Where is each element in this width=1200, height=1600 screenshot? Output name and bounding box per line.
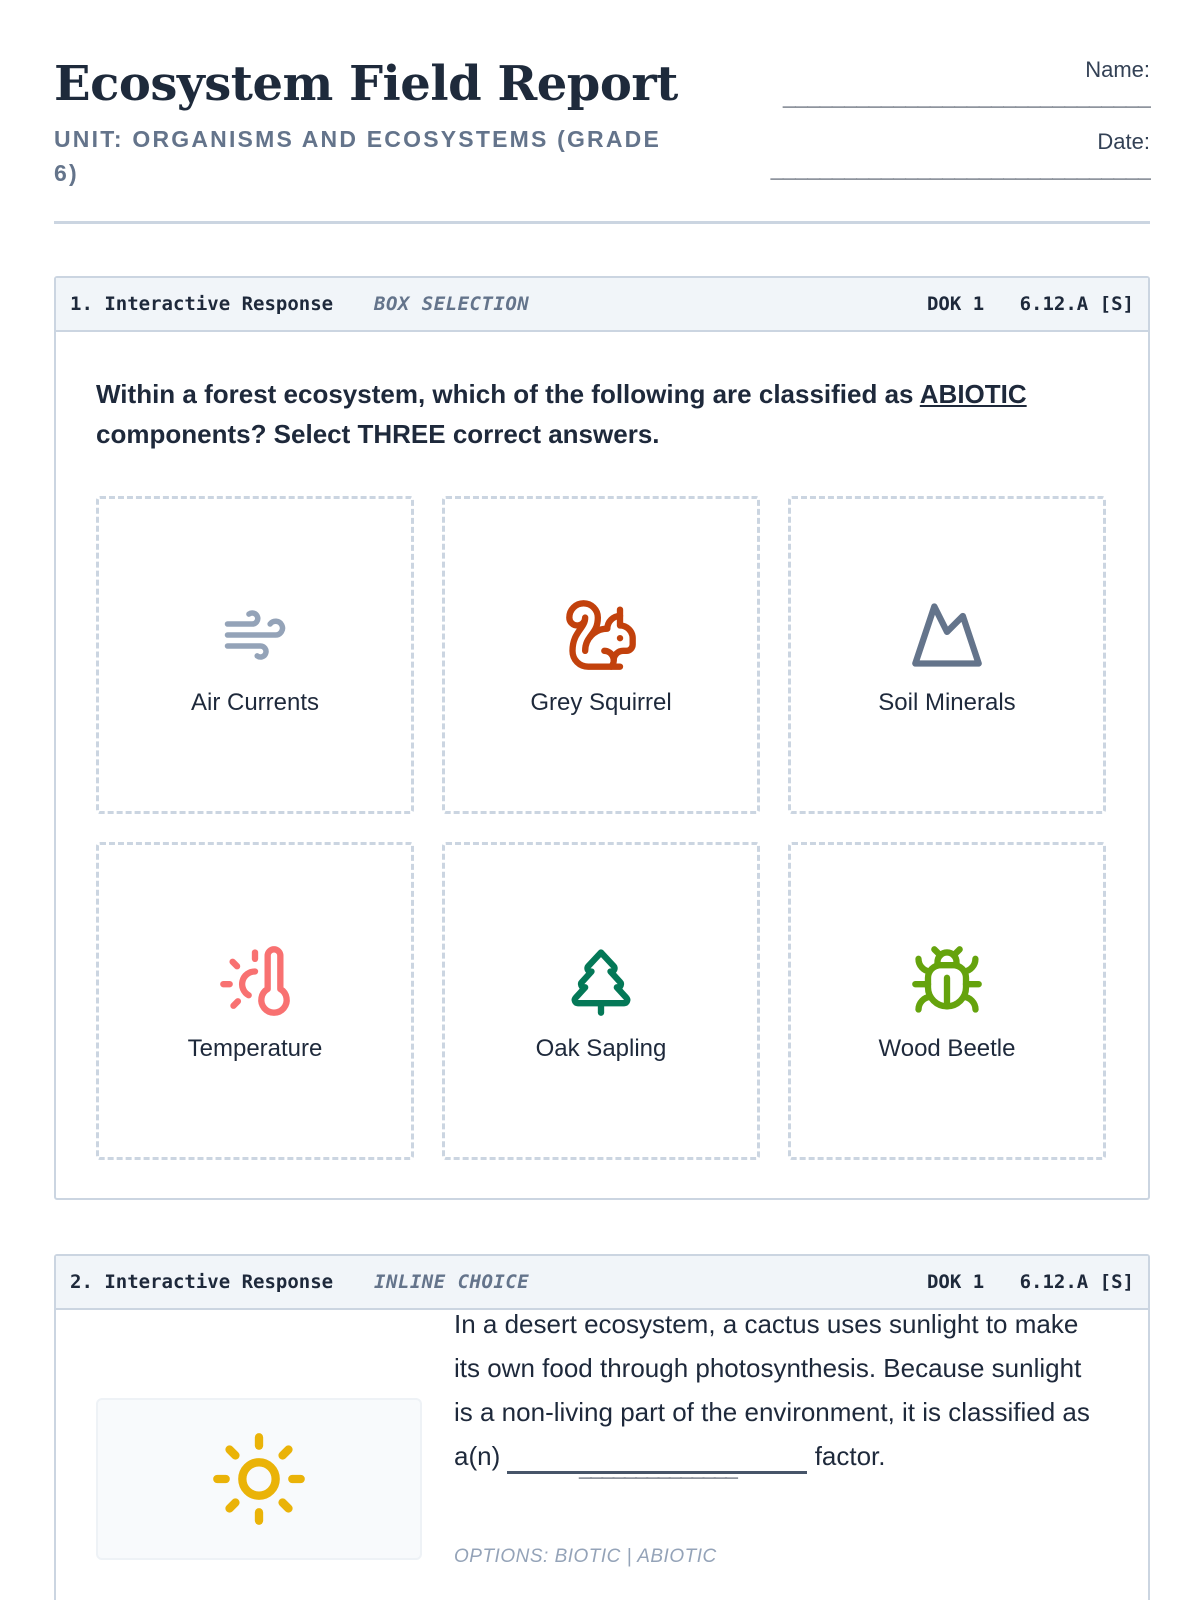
question-meta	[903, 1271, 1134, 1293]
name-line[interactable]: ______________________________	[782, 83, 1150, 108]
option-grey-squirrel[interactable]	[442, 496, 760, 814]
option-air-currents[interactable]	[96, 496, 414, 814]
question-type: BOX SELECTION	[374, 293, 530, 315]
sun-icon	[209, 1429, 309, 1529]
option-label: Grey Squirrel	[530, 689, 672, 716]
unit-subtitle: UNIT: ORGANISMS AND ECOSYSTEMS (GRADE 6)	[54, 126, 662, 186]
mountain-icon	[905, 597, 989, 673]
wind-icon	[213, 597, 297, 673]
option-label: Wood Beetle	[878, 1035, 1016, 1062]
page-title: Ecosystem Field Report	[54, 56, 678, 112]
name-label: Name:	[1085, 57, 1150, 82]
worksheet-header	[54, 56, 1150, 224]
inline-choice-options: OPTIONS: BIOTIC | ABIOTIC	[454, 1546, 717, 1567]
squirrel-icon	[559, 597, 643, 673]
question-prompt: Within a forest ecosystem, which of the following are classified as ABIOTIC components? Select THREE correct answers.	[96, 379, 1027, 449]
option-label: Air Currents	[190, 689, 320, 716]
question-2-text: In a desert ecosystem, a cactus uses sunlight to make its own food through photosynthesis. Because sunlight is a non-living part of the environment, it is classified as a(n) ______________ factor.	[454, 1309, 1090, 1479]
option-soil-minerals[interactable]	[788, 496, 1106, 814]
question-type: INLINE CHOICE	[374, 1271, 530, 1293]
question-2-card	[54, 1254, 1150, 1600]
option-oak-sapling[interactable]	[442, 842, 760, 1160]
question-1-header	[56, 278, 1148, 332]
question-number: 2. Interactive Response	[70, 1271, 334, 1293]
option-temperature[interactable]	[96, 842, 414, 1160]
date-field[interactable]	[770, 128, 1150, 180]
option-label: Oak Sapling	[535, 1035, 667, 1062]
standard-code: 6.12.A [S]	[1019, 293, 1134, 315]
question-meta	[903, 293, 1134, 315]
dok-level: DOK 1	[926, 293, 985, 315]
dok-level: DOK 1	[926, 1271, 985, 1293]
date-label: Date:	[1097, 129, 1150, 154]
standard-code: 6.12.A [S]	[1019, 1271, 1134, 1293]
abiotic-emphasis: ABIOTIC	[919, 379, 1027, 409]
question-number: 1. Interactive Response	[70, 293, 334, 315]
bug-icon	[905, 943, 989, 1019]
thermometer-sun-icon	[213, 943, 297, 1019]
option-label: Soil Minerals	[878, 689, 1016, 716]
date-line[interactable]: _______________________________	[770, 155, 1150, 180]
name-field[interactable]	[783, 56, 1150, 108]
option-wood-beetle[interactable]	[788, 842, 1106, 1160]
tree-icon	[559, 943, 643, 1019]
answer-options	[96, 496, 1106, 1160]
sun-illustration	[96, 1398, 422, 1560]
question-1-card	[54, 276, 1150, 1200]
option-label: Temperature	[187, 1035, 323, 1062]
inline-choice-blank[interactable]: ______________	[507, 1440, 807, 1474]
